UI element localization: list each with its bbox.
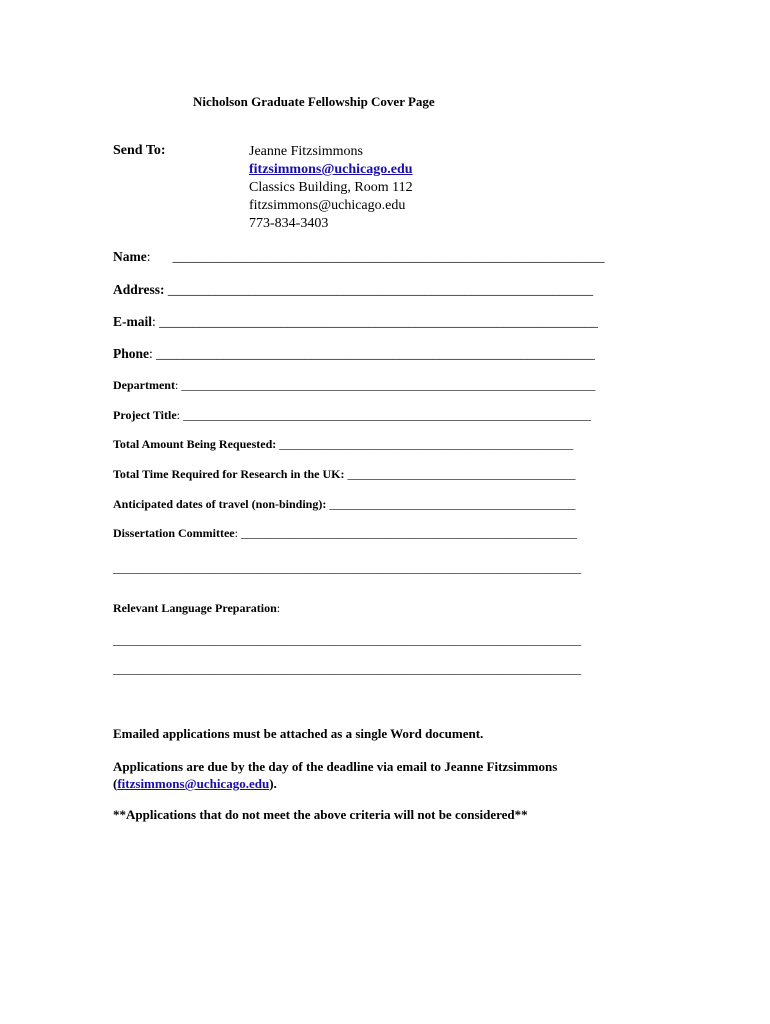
- travel-dates-label: Anticipated dates of travel (non-binding):: [113, 497, 327, 511]
- name-label: Name: [113, 249, 147, 264]
- send-to-label: Send To:: [113, 143, 166, 158]
- email-field[interactable]: E-mail: _________________________________________________________________: [113, 314, 598, 329]
- travel-dates-field[interactable]: [113, 497, 575, 512]
- address-field[interactable]: [113, 282, 593, 298]
- name-line[interactable]: ________________________________________________________________: [172, 249, 605, 264]
- phone-field[interactable]: Phone: _________________________________________________________________: [113, 346, 595, 361]
- phone-label: Phone: [113, 346, 150, 361]
- recipient-email: fitzsimmons@uchicago.edu: [249, 198, 406, 213]
- page-title: Nicholson Graduate Fellowship Cover Page: [193, 94, 435, 109]
- language-line-2[interactable]: ______________________________________________________________________________: [113, 662, 581, 676]
- total-amount-label: Total Amount Being Requested:: [113, 437, 277, 451]
- department-line[interactable]: _____________________________________________________________________: [181, 378, 596, 392]
- email-label: E-mail: [113, 314, 152, 329]
- committee-label: Dissertation Committee: [113, 526, 235, 540]
- total-amount-field[interactable]: [113, 437, 573, 452]
- project-title-label: Project Title: [113, 408, 177, 422]
- total-amount-line[interactable]: _________________________________________________: [279, 437, 574, 451]
- due-note: Applications are due by the day of the deadline via email to Jeanne Fitzsimmons (fitzsimmons@uchicago.edu).: [113, 759, 558, 791]
- total-time-line[interactable]: ______________________________________: [347, 467, 576, 481]
- address-line[interactable]: _______________________________________________________________: [167, 282, 594, 297]
- travel-dates-line[interactable]: _________________________________________: [329, 497, 576, 511]
- attach-note: Emailed applications must be attached as a single Word document.: [113, 726, 484, 741]
- criteria-note: **Applications that do not meet the above criteria will not be considered**: [113, 807, 528, 822]
- committee-line-2[interactable]: ______________________________________________________________________________: [113, 561, 581, 575]
- total-time-field[interactable]: [113, 467, 575, 482]
- department-label: Department: [113, 378, 175, 392]
- language-label: Relevant Language Preparation: [113, 601, 277, 615]
- total-time-label: Total Time Required for Research in the UK:: [113, 467, 345, 481]
- department-field[interactable]: Department: _____________________________________________________________________: [113, 378, 596, 392]
- address-label: Address:: [113, 282, 165, 297]
- committee-field[interactable]: Dissertation Committee: ________________________________________________________: [113, 526, 577, 540]
- project-title-line[interactable]: ____________________________________________________________________: [183, 408, 591, 422]
- send-to-address: [249, 143, 413, 233]
- phone-line[interactable]: _________________________________________________________________: [156, 346, 595, 361]
- committee-line[interactable]: ________________________________________________________: [240, 526, 577, 540]
- language-line-1[interactable]: ______________________________________________________________________________: [113, 633, 581, 647]
- email-line[interactable]: _________________________________________________________________: [159, 314, 598, 329]
- recipient-building: Classics Building, Room 112: [249, 180, 413, 195]
- name-field[interactable]: Name: ________________________________________________________________: [113, 249, 605, 264]
- language-field: Relevant Language Preparation:: [113, 601, 281, 615]
- recipient-phone: 773-834-3403: [249, 216, 329, 231]
- project-title-field[interactable]: Project Title: ____________________________________________________________________: [113, 408, 591, 422]
- due-email-link[interactable]: fitzsimmons@uchicago.edu: [117, 776, 270, 791]
- recipient-name: Jeanne Fitzsimmons: [249, 144, 363, 159]
- recipient-email-link[interactable]: fitzsimmons@uchicago.edu: [249, 162, 413, 177]
